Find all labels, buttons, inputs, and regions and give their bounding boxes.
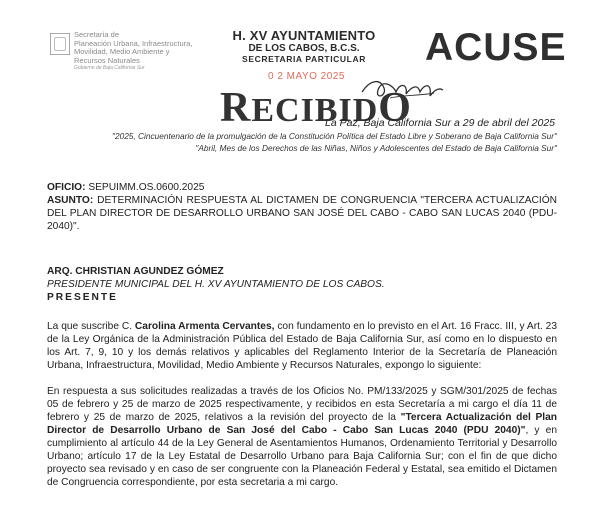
dept-line: Recursos Naturales	[74, 55, 140, 65]
asunto-text: DETERMINACIÓN RESPUESTA AL DICTAMEN DE CONGRUENCIA "TERCERA ACTUALIZACIÓN DEL PLAN DIRECTOR DE DESARROLLO URBANO SAN JOSÉ DEL CABO - CABO SAN LUCAS 2040 (PDU-2040)".	[47, 195, 557, 232]
dept-line: Movilidad, Medio Ambiente y	[74, 47, 170, 57]
stamp-date: 0 2 MAYO 2025	[268, 71, 345, 82]
acuse-stamp: ACUSE	[425, 26, 567, 69]
recibido-o: O	[378, 85, 412, 131]
stamp-line-1: H. XV AYUNTAMIENTO	[232, 28, 376, 43]
paragraph-response	[47, 385, 557, 489]
p2-rest: , y en cumplimiento al artículo 44 de la Ley General de Asentamientos Humanos, Ordenamiento Territorial y Desarrollo Urbano; artículo 17 de la Ley Estatal de Desarrollo Urbano para Baja California Sur; con el fin de que dicho proyecto sea revisado y en caso de ser congruente con la Planeación Federal y Estatal, sea emitido el Dictamen de Congruencia correspondiente, por esta secretaria a mi cargo.	[47, 425, 557, 488]
recibido-r: R	[220, 85, 252, 131]
place-and-date: La Paz, Baja California Sur a 29 de abril del 2025	[325, 117, 555, 129]
government-logo	[50, 33, 70, 55]
p1-start: La que suscribe C.	[47, 321, 135, 332]
oficio-line	[47, 181, 557, 194]
p1-rest: con fundamento en lo previsto en el Art. 16 Fracc. III, y Art. 23 de la Ley Orgánica de la Administración Pública del Estado de Baja California Sur, así como en lo dispuesto en los Art. 7, 9, 10 y los demás relativos y aplicables del Reglamento Interior de la Secretaría de Planeación Urbana, Infraestructura, Movilidad, Medio Ambiente y Recursos Naturales, expongo lo siguiente:	[47, 321, 557, 371]
dept-line: Secretaría de	[74, 30, 120, 39]
recipient-title: PRESIDENTE MUNICIPAL DEL H. XV AYUNTAMIENTO DE LOS CABOS.	[47, 279, 385, 290]
stamp-line-3: SECRETARIA PARTICULAR	[242, 54, 366, 64]
state-government-line: Gobierno de Baja California Sur	[74, 65, 145, 72]
asunto-label: ASUNTO:	[47, 195, 94, 206]
presente-heading: PRESENTE	[47, 292, 118, 303]
recipient-name: ARQ. CHRISTIAN AGUNDEZ GÓMEZ	[47, 266, 224, 277]
project-name: "Tercera Actualización del Plan Director de Desarrollo Urbano de San José del Cabo - Cabo San Lucas 2040 (PDU 2040)"	[47, 412, 557, 436]
oficio-label: OFICIO:	[47, 182, 86, 193]
oficio-number: SEPUIMM.OS.0600.2025	[85, 182, 205, 193]
recibido-middle: ECIBID	[251, 92, 379, 129]
handwritten-signature	[360, 66, 445, 111]
signer-name: Carolina Armenta Cervantes,	[134, 321, 275, 332]
stamp-line-2: DE LOS CABOS, B.C.S.	[248, 43, 360, 54]
p2-start: En respuesta a sus solicitudes realizadas a través de los Oficios No. PM/133/2025 y SGM/301/2025 de fechas 05 de febrero y 25 de marzo de 2025 respectivamente, y recibidos en esta Secretaría a mi cargo el día 11 de febrero y 25 de marzo de 2025, relativos a la revisión del proyecto de la	[47, 386, 557, 423]
motto-line-2: "Abril, Mes de los Derechos de las Niñas, Niños y Adolescentes del Estado de Baja California Sur"	[195, 143, 557, 153]
dept-line: Planeación Urbana, Infraestructura,	[74, 38, 193, 48]
asunto-block	[47, 194, 557, 233]
motto-line-1: "2025, Cincuentenario de la promulgación de la Constitución Política del Estado Libre y Soberano de Baja California Sur"	[112, 131, 557, 141]
department-name	[74, 31, 194, 72]
paragraph-intro	[47, 320, 557, 372]
